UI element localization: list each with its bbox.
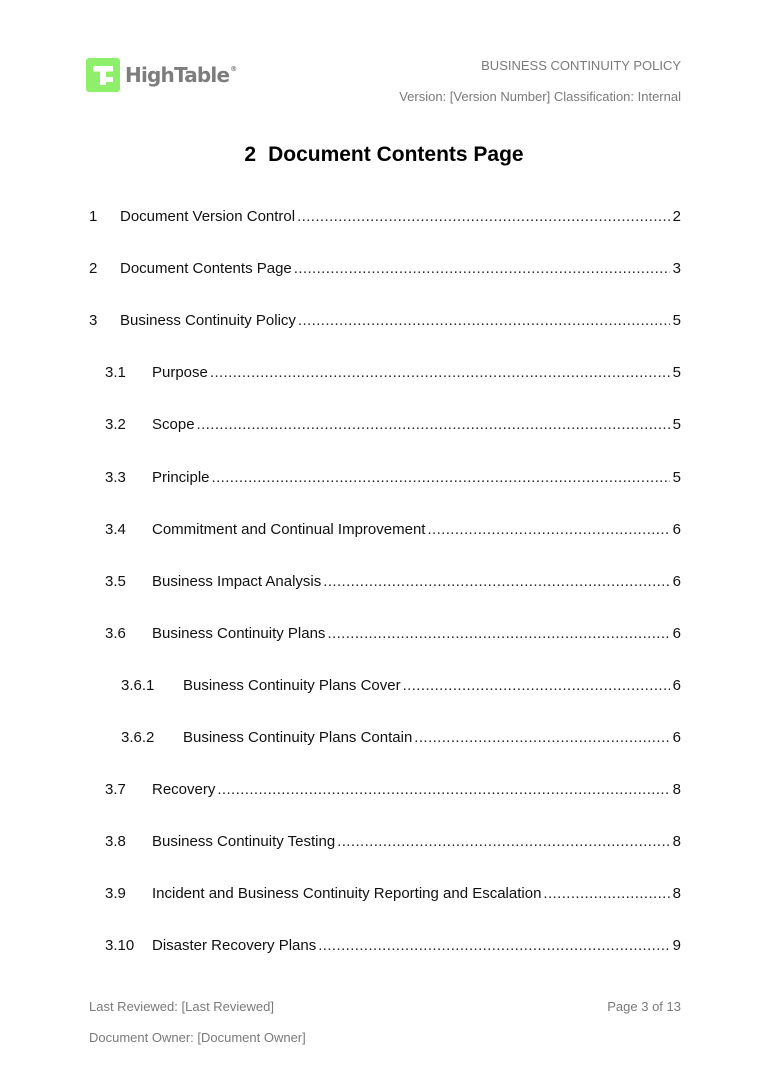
toc-entry-number: 3.3 [105,469,126,486]
toc-dot-leader [414,728,670,748]
toc-dot-leader [294,259,670,279]
toc-entry-page: 6 [672,521,681,538]
toc-entry-label: Document Contents Page [120,260,292,277]
toc-entry[interactable] [105,832,681,852]
toc-entry-label: Scope [152,416,195,433]
toc-dot-leader [298,311,670,331]
toc-entry-number: 3 [89,312,98,329]
toc-dot-leader [210,363,670,383]
document-owner: Document Owner: [Document Owner] [89,1030,306,1045]
version-classification: Version: [Version Number] Classification: Internal [399,89,681,104]
toc-dot-leader [297,207,670,227]
toc-dot-leader [212,468,670,488]
toc-entry-page: 5 [672,469,681,486]
toc-entry[interactable] [105,572,681,592]
toc-entry-label: Principle [152,469,210,486]
toc-entry-page: 6 [672,573,681,590]
toc-dot-leader [327,624,670,644]
toc-dot-leader [403,676,670,696]
toc-entry-label: Business Continuity Plans Contain [183,729,413,746]
document-footer [89,999,306,1046]
toc-entry-page: 5 [672,312,681,329]
toc-entry[interactable] [89,311,681,331]
toc-entry[interactable] [105,624,681,644]
toc-dot-leader [318,936,670,956]
toc-entry-label: Business Continuity Testing [152,833,336,850]
toc-entry-label: Incident and Business Continuity Reporting and Escalation [152,885,542,902]
toc-entry-label: Business Continuity Policy [120,312,296,329]
toc-entry-page: 5 [672,364,681,381]
toc-entry[interactable] [105,884,681,904]
toc-dot-leader [543,884,670,904]
document-type: BUSINESS CONTINUITY POLICY [481,58,681,73]
section-title: Document Contents Page [268,143,524,166]
toc-dot-leader [197,415,670,435]
toc-entry-page: 8 [672,833,681,850]
toc-entry-page: 6 [672,729,681,746]
toc-entry-label: Commitment and Continual Improvement [152,521,426,538]
toc-entry-page: 6 [672,625,681,642]
toc-dot-leader [427,520,670,540]
toc-entry-label: Business Continuity Plans Cover [183,677,401,694]
toc-entry[interactable] [105,468,681,488]
toc-entry-number: 3.6.2 [121,729,155,746]
toc-entry-page: 8 [672,885,681,902]
toc-entry-label: Business Continuity Plans [152,625,326,642]
logo-wordmark: HighTable® [125,63,237,87]
toc-dot-leader [337,832,670,852]
toc-entry-label: Recovery [152,781,216,798]
toc-entry[interactable] [105,936,681,956]
hightable-logo-icon [86,58,120,92]
toc-entry-number: 1 [89,208,98,225]
toc-entry-number: 3.5 [105,573,126,590]
toc-entry[interactable] [89,259,681,279]
toc-entry-page: 8 [672,781,681,798]
hightable-logo [86,57,236,93]
toc-entry-number: 3.6 [105,625,126,642]
toc-entry-number: 3.2 [105,416,126,433]
toc-entry-number: 3.6.1 [121,677,155,694]
toc-entry[interactable] [105,520,681,540]
toc-entry-number: 3.8 [105,833,126,850]
toc-entry-number: 3.7 [105,781,126,798]
toc-entry[interactable] [121,676,681,696]
last-reviewed: Last Reviewed: [Last Reviewed] [89,999,274,1014]
toc-entry-label: Document Version Control [120,208,296,225]
toc-entry-page: 3 [672,260,681,277]
toc-entry-page: 9 [672,937,681,954]
toc-entry[interactable] [105,780,681,800]
toc-dot-leader [323,572,670,592]
toc-entry[interactable] [105,363,681,383]
page-title [0,142,768,168]
toc-entry[interactable] [121,728,681,748]
toc-entry-label: Disaster Recovery Plans [152,937,317,954]
toc-entry-page: 5 [672,416,681,433]
toc-entry-number: 2 [89,260,98,277]
document-header [399,58,681,105]
page-indicator: Page 3 of 13 [607,999,681,1014]
toc-entry-number: 3.1 [105,364,126,381]
section-number: 2 [244,143,257,166]
toc-dot-leader [217,780,670,800]
toc-entry-page: 6 [672,677,681,694]
toc-entry-page: 2 [672,208,681,225]
toc-entry-number: 3.9 [105,885,126,902]
toc-entry-number: 3.4 [105,521,126,538]
toc-entry-label: Purpose [152,364,208,381]
toc-entry[interactable] [105,415,681,435]
toc-entry[interactable] [89,207,681,227]
toc-entry-number: 3.10 [105,937,135,954]
toc-entry-label: Business Impact Analysis [152,573,322,590]
